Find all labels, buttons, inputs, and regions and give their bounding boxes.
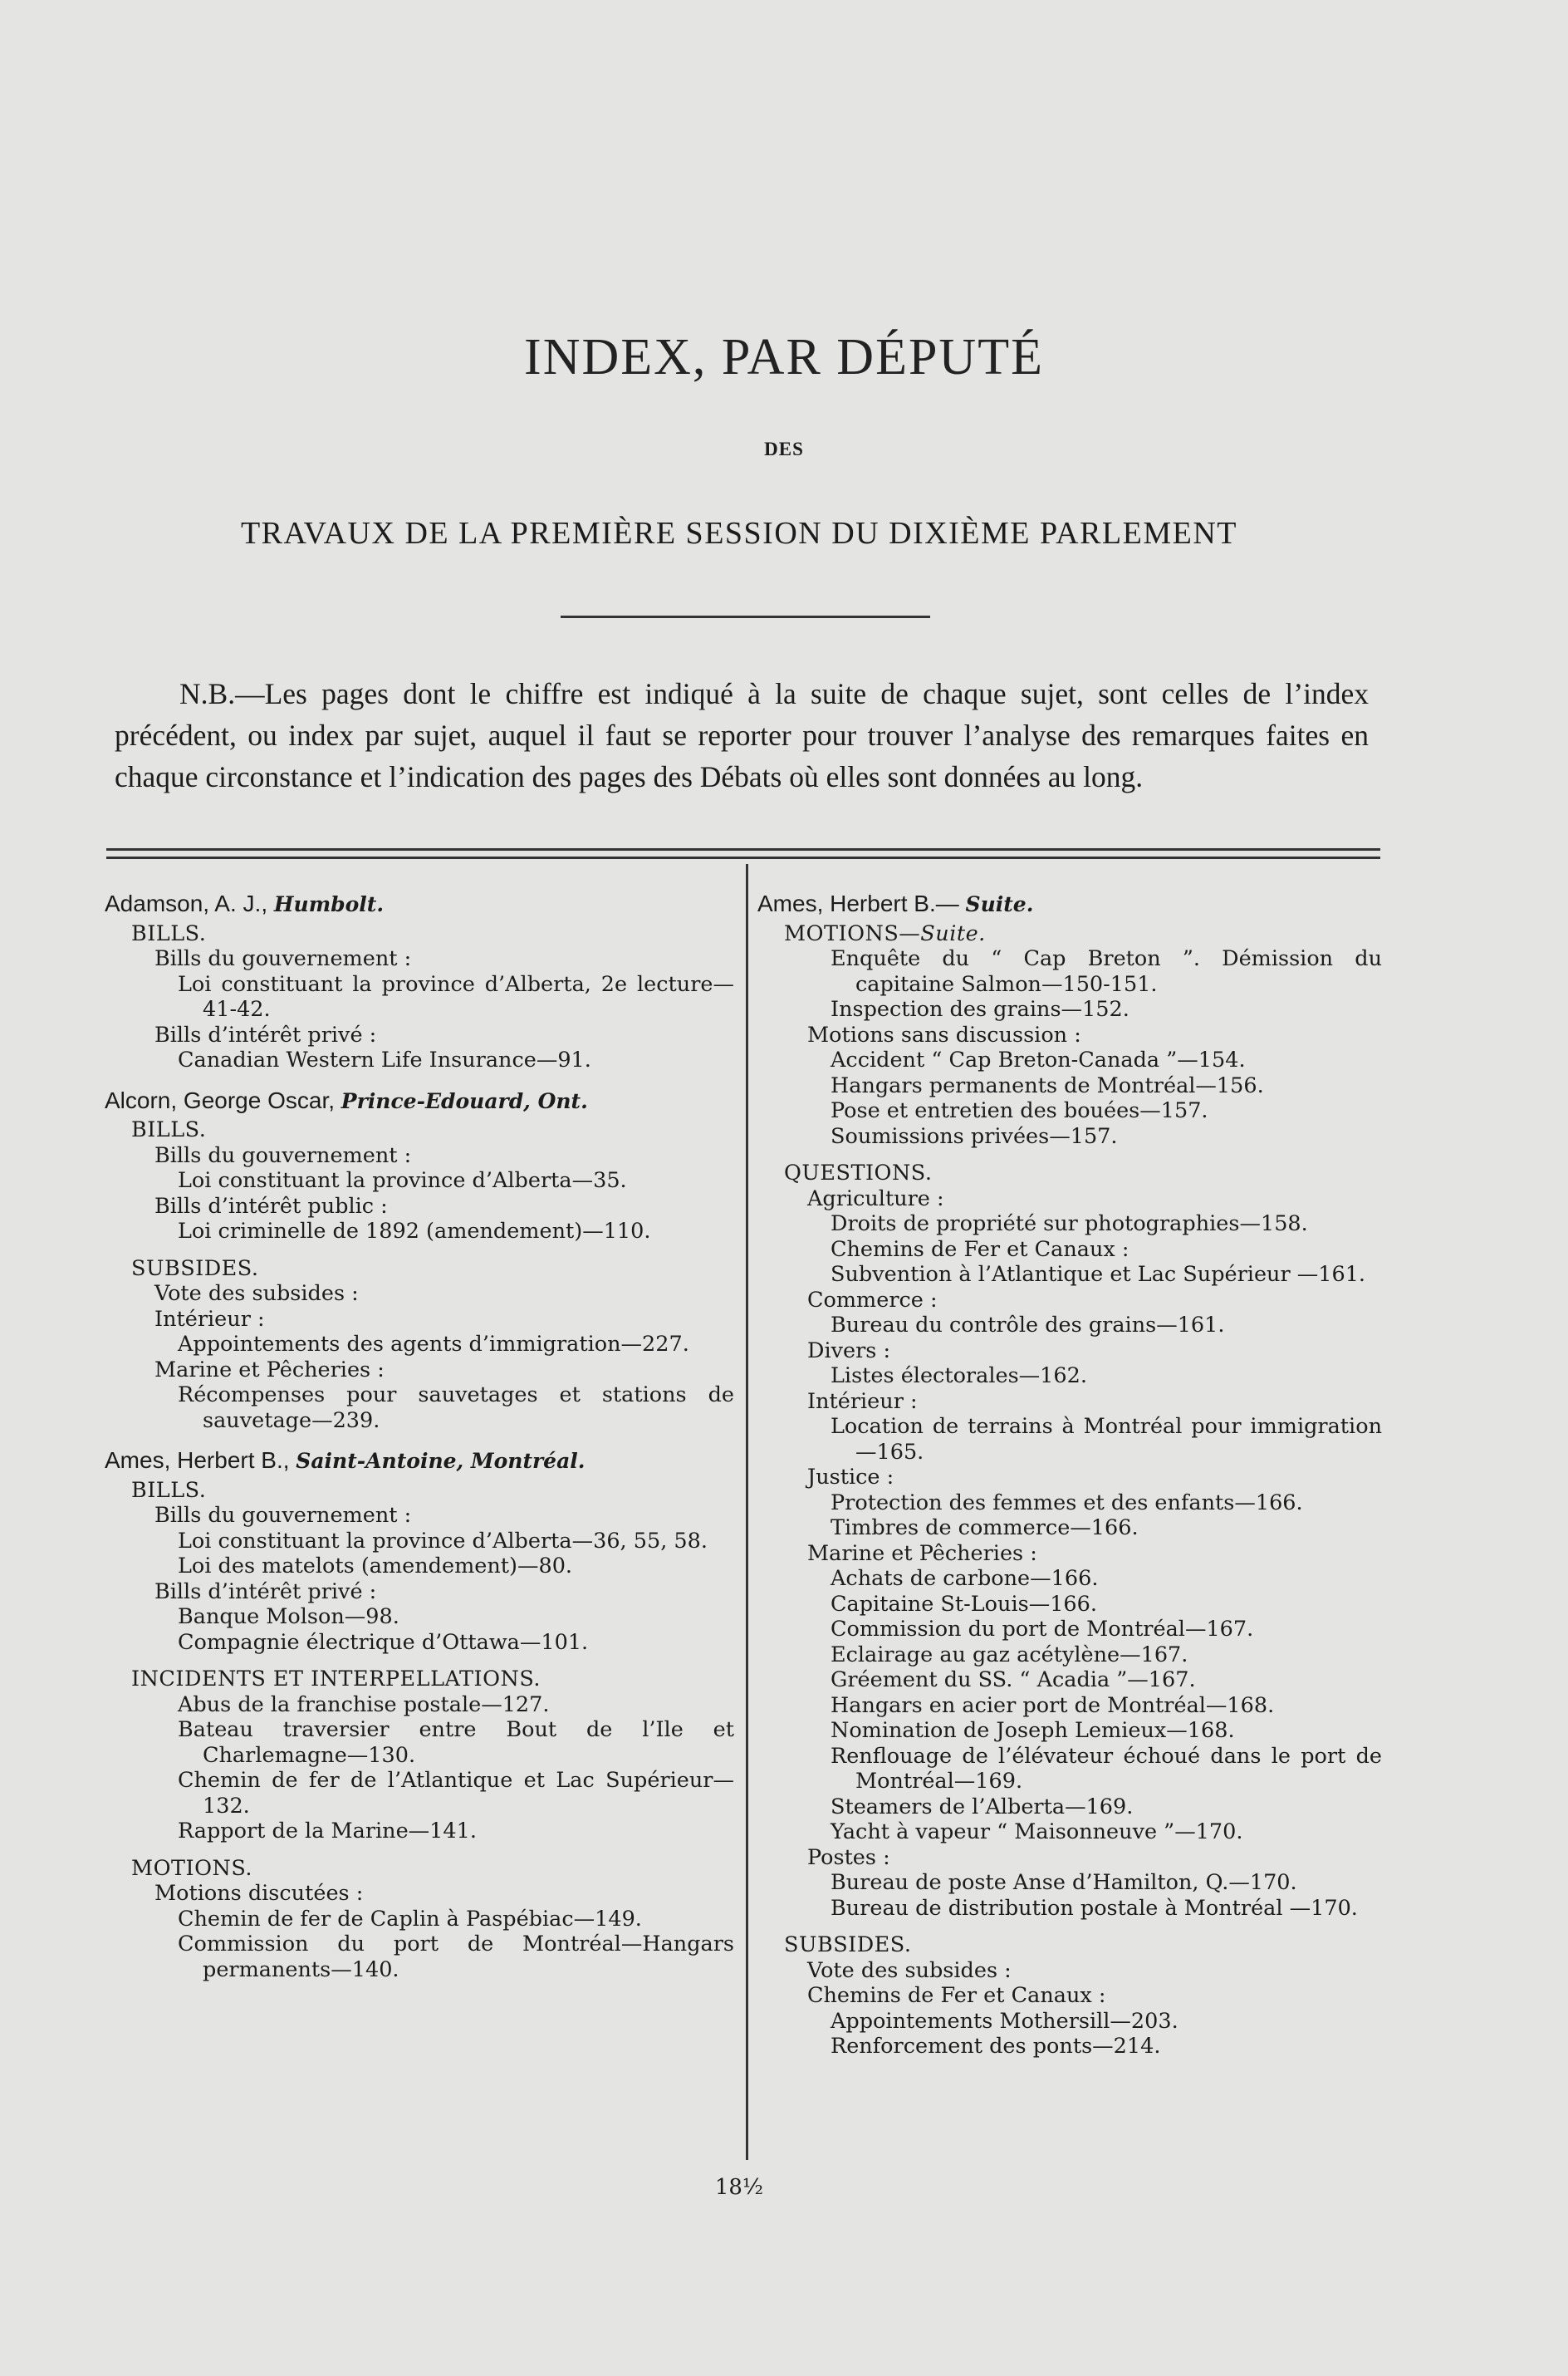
- index-entry: Compagnie électrique d’Ottawa—101.: [178, 1629, 589, 1655]
- index-entry: Rapport de la Marine—141.: [178, 1819, 477, 1843]
- index-entry: Loi constituant la province d’Alberta, 2e lecture—41-42.: [178, 971, 734, 1022]
- index-entry: Capitaine St-Louis—166.: [831, 1591, 1097, 1617]
- index-entry: Droits de propriété sur photographies—158.: [831, 1211, 1308, 1236]
- subheading: Divers :: [807, 1338, 891, 1363]
- index-entry: Hangars en acier port de Montréal—168.: [831, 1692, 1275, 1718]
- index-entry: Protection des femmes et des enfants—166.: [831, 1490, 1303, 1515]
- column-divider: [746, 864, 748, 2160]
- section-heading: [131, 1117, 734, 1143]
- subheading: Vote des subsides :: [807, 1957, 1012, 1983]
- note-text: N.B.—Les pages dont le chiffre est indiqué à la suite de chaque sujet, sont celles de l’index précédent, ou index par sujet, auquel il faut se reporter pour trouver l’analyse des remarques faites en chaque circonstance et l’indication des pages des Débats où elles sont données au long.: [115, 677, 1369, 793]
- index-entry: Inspection des grains—152.: [831, 997, 1129, 1022]
- deputy-entry-name: [105, 1088, 734, 1115]
- subheading: Vote des subsides :: [154, 1281, 359, 1306]
- index-column-right: [757, 891, 1382, 2059]
- title-connector: DES: [764, 439, 804, 459]
- section-heading: [131, 1478, 734, 1504]
- index-entry: Loi criminelle de 1892 (amendement)—110.: [178, 1219, 651, 1244]
- title-divider: [561, 616, 930, 618]
- index-entry: Banque Molson—98.: [178, 1604, 399, 1629]
- page-title: INDEX, PAR DÉPUTÉ: [524, 329, 1044, 385]
- index-entry: Soumissions privées—157.: [831, 1123, 1118, 1149]
- subheading: Bills du gouvernement :: [154, 1142, 412, 1168]
- subheading: Motions discutées :: [154, 1881, 364, 1906]
- index-entry: Commission du port de Montréal—167.: [831, 1617, 1254, 1642]
- deputy-entry-name: [757, 891, 1382, 918]
- index-entry: Yacht à vapeur “ Maisonneuve ”—170.: [831, 1819, 1243, 1844]
- section-heading-text: BILLS.: [131, 920, 207, 946]
- section-heading-text: QUESTIONS.: [784, 1161, 933, 1186]
- index-entry: Appointements Mothersill—203.: [831, 2008, 1178, 2034]
- page-subtitle: TRAVAUX DE LA PREMIÈRE SESSION DU DIXIÈME PARLEMENT: [240, 516, 1238, 551]
- subheading: Bills d’intérêt privé :: [154, 1022, 377, 1048]
- index-entry: Chemins de Fer et Canaux :: [831, 1236, 1129, 1262]
- subheading: Motions sans discussion :: [807, 1022, 1081, 1048]
- index-entry: Appointements des agents d’immigration—227.: [178, 1332, 689, 1357]
- section-heading: [131, 921, 734, 947]
- index-column-left: [105, 891, 734, 1982]
- subheading: Bills d’intérêt public :: [154, 1193, 388, 1219]
- subheading: Justice :: [807, 1465, 894, 1490]
- subheading: Bills d’intérêt privé :: [154, 1578, 377, 1604]
- subheading: Intérieur :: [154, 1306, 265, 1332]
- subheading: Marine et Pêcheries :: [154, 1357, 385, 1382]
- section-heading-suffix: Suite.: [920, 920, 986, 946]
- section-heading-text: MOTIONS.: [131, 1855, 252, 1881]
- subheading: Commerce :: [807, 1287, 938, 1313]
- deputy-name: Adamson, A. J.,: [105, 891, 268, 916]
- section-heading-text: BILLS.: [131, 1117, 207, 1142]
- section-heading: [131, 1856, 734, 1882]
- index-entry: Canadian Western Life Insurance—91.: [178, 1048, 591, 1073]
- index-entry: Chemin de fer de l’Atlantique et Lac Supérieur—132.: [178, 1768, 734, 1819]
- section-heading-text: MOTIONS—: [784, 920, 921, 946]
- subheading: Postes :: [807, 1844, 890, 1870]
- subheading: Bills du gouvernement :: [154, 1503, 412, 1528]
- index-entry: Listes électorales—162.: [831, 1363, 1087, 1388]
- section-heading: [784, 921, 1382, 947]
- section-heading: [784, 1161, 1382, 1186]
- index-entry: Subvention à l’Atlantique et Lac Supérieur —161.: [831, 1262, 1366, 1287]
- section-heading: [784, 1932, 1382, 1958]
- section-heading: [131, 1667, 734, 1692]
- index-entry: Achats de carbone—166.: [831, 1566, 1099, 1591]
- index-entry: Loi constituant la province d’Alberta—35.: [178, 1168, 627, 1193]
- index-entry: Renforcement des ponts—214.: [831, 2034, 1161, 2059]
- index-entry: Récompenses pour sauvetages et stations de sauvetage—239.: [178, 1382, 734, 1433]
- index-entry: Steamers de l’Alberta—169.: [831, 1794, 1134, 1819]
- index-entry: Enquête du “ Cap Breton ”. Démission du capitaine Salmon—150-151.: [831, 946, 1382, 997]
- subheading: Agriculture :: [807, 1186, 944, 1211]
- index-entry: Eclairage au gaz acétylène—167.: [831, 1642, 1188, 1667]
- double-rule-top: [106, 848, 1380, 851]
- deputy-entry-name: [105, 891, 734, 918]
- index-entry: Chemin de fer de Caplin à Paspébiac—149.: [178, 1906, 642, 1932]
- deputy-riding: Humbolt.: [273, 892, 385, 916]
- section-heading-text: INCIDENTS ET INTERPELLATIONS.: [131, 1667, 541, 1691]
- deputy-riding: Saint-Antoine, Montréal.: [296, 1449, 586, 1473]
- page-number: 18½: [714, 2175, 764, 2200]
- section-heading-text: SUBSIDES.: [784, 1932, 912, 1957]
- section-heading-text: SUBSIDES.: [131, 1255, 259, 1281]
- index-entry: Gréement du SS. “ Acadia ”—167.: [831, 1667, 1196, 1692]
- index-entry: Loi constituant la province d’Alberta—36, 55, 58.: [178, 1528, 708, 1554]
- deputy-riding: Suite.: [965, 892, 1034, 916]
- deputy-riding: Prince-Edouard, Ont.: [341, 1088, 588, 1113]
- index-entry: Nomination de Joseph Lemieux—168.: [831, 1718, 1235, 1743]
- index-entry: Loi des matelots (amendement)—80.: [178, 1554, 573, 1578]
- index-entry: Bateau traversier entre Bout de l’Ile et Charlemagne—130.: [178, 1717, 734, 1768]
- subheading: Chemins de Fer et Canaux :: [807, 1983, 1106, 2008]
- deputy-entry-name: [105, 1448, 734, 1475]
- double-rule-bottom: [106, 857, 1380, 859]
- index-entry: Bureau de poste Anse d’Hamilton, Q.—170.: [831, 1870, 1297, 1895]
- deputy-name: Ames, Herbert B.,: [105, 1447, 290, 1473]
- index-entry: Bureau de distribution postale à Montréal —170.: [831, 1895, 1358, 1921]
- subheading: Bills du gouvernement :: [154, 946, 412, 971]
- section-heading: [131, 1256, 734, 1282]
- index-entry: Commission du port de Montréal—Hangars permanents—140.: [178, 1932, 734, 1982]
- deputy-name: Alcorn, George Oscar,: [105, 1087, 336, 1113]
- index-entry: Renflouage de l’élévateur échoué dans le port de Montréal—169.: [831, 1743, 1382, 1794]
- subheading: Intérieur :: [807, 1388, 918, 1414]
- subheading: Marine et Pêcheries :: [807, 1540, 1037, 1566]
- section-heading-text: BILLS.: [131, 1477, 207, 1503]
- note-paragraph: [115, 673, 1369, 798]
- index-entry: Hangars permanents de Montréal—156.: [831, 1073, 1264, 1098]
- index-entry: Pose et entretien des bouées—157.: [831, 1098, 1208, 1123]
- index-entry: Abus de la franchise postale—127.: [178, 1691, 550, 1717]
- index-entry: Accident “ Cap Breton-Canada ”—154.: [831, 1048, 1246, 1073]
- deputy-name: Ames, Herbert B.—: [757, 891, 959, 916]
- index-entry: Timbres de commerce—166.: [831, 1515, 1139, 1540]
- index-entry: Location de terrains à Montréal pour immigration—165.: [831, 1414, 1382, 1465]
- index-entry: Bureau du contrôle des grains—161.: [831, 1313, 1225, 1338]
